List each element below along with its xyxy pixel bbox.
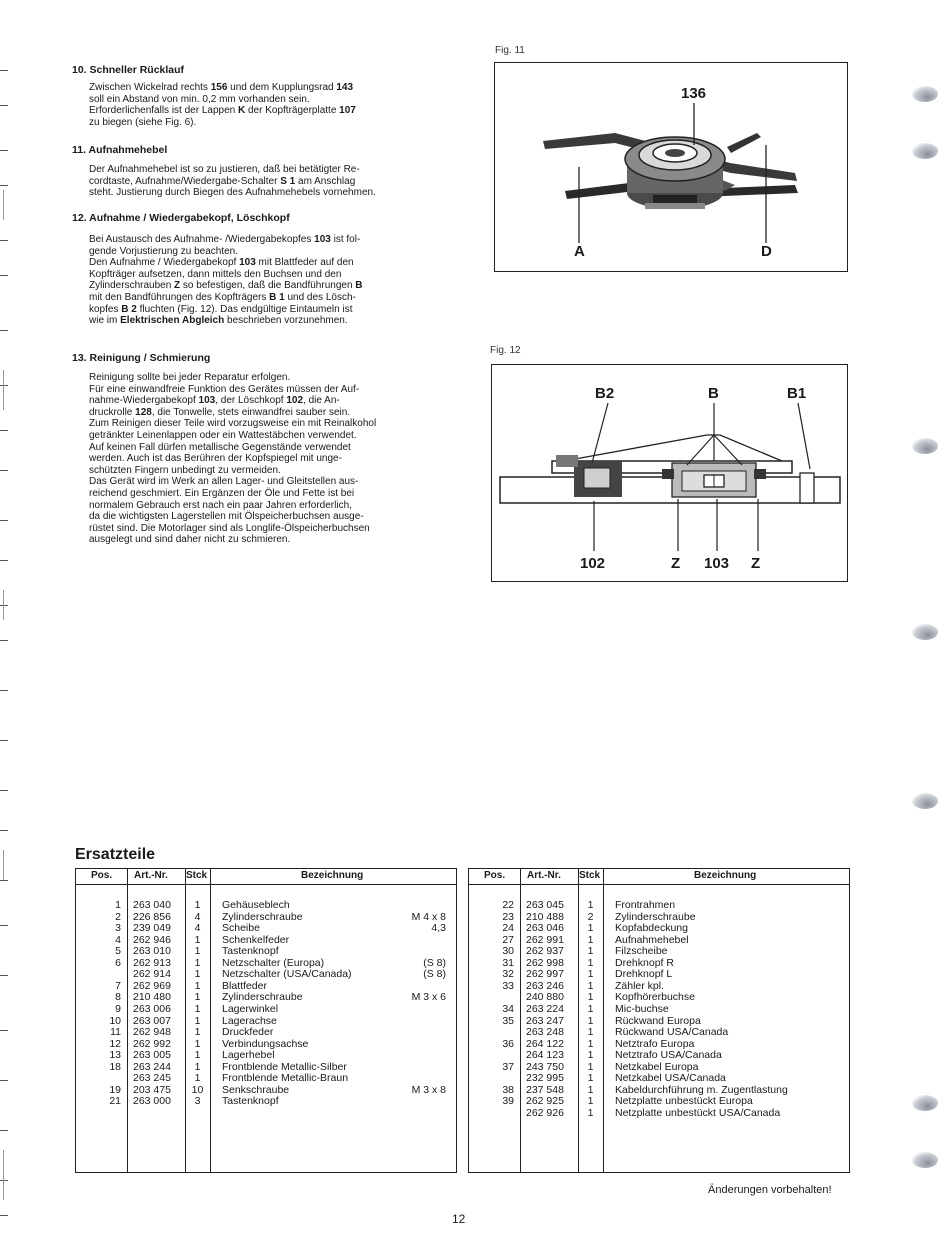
cell-pos: 22 — [502, 899, 514, 911]
punch-hole — [912, 1095, 938, 1111]
cell-desc: Verbindungsachse — [222, 1037, 309, 1050]
table-row — [469, 1107, 849, 1119]
cell-qty: 2 — [587, 910, 594, 923]
body-line: Reinigung sollte bei jeder Reparatur erfolgen. — [89, 372, 291, 383]
table-row — [76, 1061, 456, 1073]
cell-extra: M 3 x 6 — [411, 991, 446, 1004]
body-line: nahme-Wiedergabekopf 103, der Löschkopf 102, die An- — [89, 395, 340, 407]
section-title: 12. Aufnahme / Wiedergabekopf, Löschkopf — [72, 212, 290, 224]
cell-desc: Frontrahmen — [615, 899, 676, 911]
cell-qty: 1 — [587, 922, 594, 935]
cell-desc: Schenkelfeder — [222, 933, 290, 946]
cell-pos: 6 — [115, 956, 121, 969]
cell-art: 210 480 — [133, 991, 171, 1004]
table-row — [469, 980, 849, 992]
cell-desc: Tastenknopf — [222, 1095, 279, 1108]
cell-pos: 1 — [115, 899, 121, 911]
table-row — [76, 945, 456, 957]
body-line: druckrolle 128, die Tonwelle, stets einwandfrei sauber sein. — [89, 406, 351, 418]
table-row — [469, 1026, 849, 1038]
cell-art: 262 992 — [133, 1037, 171, 1050]
table-row — [76, 957, 456, 969]
table-row — [76, 968, 456, 980]
table-row — [76, 1026, 456, 1038]
table-row — [76, 980, 456, 992]
cell-pos: 39 — [502, 1095, 514, 1108]
section-title: 11. Aufnahmehebel — [72, 144, 168, 156]
cell-desc: Kopfhörerbuchse — [615, 991, 695, 1004]
table-row — [76, 1038, 456, 1050]
body-line: Für eine einwandfreie Funktion des Gerätes müssen der Auf- — [89, 383, 360, 395]
figure-label: Fig. 11 — [495, 45, 525, 56]
cell-art: 243 750 — [526, 1060, 564, 1073]
cell-qty: 1 — [194, 1037, 201, 1050]
table-row — [469, 991, 849, 1003]
body-line: Auf keinen Fall dürfen metallische Gegenstände verwendet — [89, 441, 351, 453]
cell-pos: 9 — [115, 1002, 121, 1015]
body-line: ausgelegt und sind daher nicht zu schmieren. — [89, 534, 291, 546]
cell-pos: 23 — [502, 910, 514, 923]
table-row — [469, 899, 849, 911]
body-line: mit den Bandführungen des Kopfträgers B 1 und des Lösch- — [89, 291, 356, 303]
callout-103: 103 — [704, 555, 730, 572]
cell-art: 262 969 — [133, 979, 171, 992]
body-line: reichend geschmiert. Ein Ergänzen der Öle und Fette ist bei — [89, 487, 355, 499]
table-row — [76, 1003, 456, 1015]
cell-qty: 1 — [587, 1037, 594, 1050]
cell-qty: 1 — [587, 899, 594, 911]
punch-hole — [912, 86, 938, 102]
table-header — [76, 869, 456, 885]
cell-art: 262 946 — [133, 933, 171, 946]
cell-pos: 18 — [109, 1060, 121, 1073]
cell-desc: Druckfeder — [222, 1026, 274, 1039]
cell-pos: 36 — [502, 1037, 514, 1050]
cell-pos: 30 — [502, 945, 514, 958]
cell-art: 263 040 — [133, 899, 171, 911]
cell-desc: Lagerhebel — [222, 1049, 275, 1062]
cell-art: 262 991 — [526, 933, 564, 946]
header-art: Art.-Nr. — [134, 870, 168, 881]
cell-art: 210 488 — [526, 910, 564, 923]
cell-desc: Netzschalter (Europa) — [222, 956, 325, 969]
cell-desc: Mic-buchse — [615, 1002, 669, 1015]
cell-art: 262 914 — [133, 968, 171, 981]
body-line: Zum Reinigen dieser Teile wird vorzugsweise ein mit Reinalkohol — [89, 418, 377, 430]
reel-clutch-drawing — [495, 63, 847, 271]
body-line: werden. Auch ist das Berühren der Kopfspiegel mit unge- — [89, 453, 342, 465]
cell-desc: Netztrafo USA/Canada — [615, 1049, 722, 1062]
cell-art: 232 995 — [526, 1072, 564, 1085]
body-line: schützten Fingern unbedingt zu vermeiden. — [89, 464, 281, 476]
cell-desc: Netzschalter (USA/Canada) — [222, 968, 352, 981]
cell-pos: 31 — [502, 956, 514, 969]
table-row — [469, 1049, 849, 1061]
cell-pos: 12 — [109, 1037, 121, 1050]
table-row — [469, 934, 849, 946]
cell-art: 262 925 — [526, 1095, 564, 1108]
cell-qty: 1 — [194, 1049, 201, 1062]
cell-desc: Gehäuseblech — [222, 899, 290, 911]
cell-qty: 1 — [194, 979, 201, 992]
parts-table-left — [75, 868, 457, 1173]
header-qty: Stck — [579, 870, 601, 881]
cell-art: 262 948 — [133, 1026, 171, 1039]
cell-extra: (S 8) — [423, 956, 446, 969]
cell-qty: 1 — [587, 968, 594, 981]
table-row — [469, 1003, 849, 1015]
cell-qty: 1 — [587, 1095, 594, 1108]
cell-qty: 1 — [194, 1072, 201, 1085]
cell-qty: 1 — [587, 1083, 594, 1096]
cell-desc: Frontblende Metallic-Braun — [222, 1072, 349, 1085]
cell-pos: 33 — [502, 979, 514, 992]
cell-art: 237 548 — [526, 1083, 564, 1096]
punch-hole — [912, 438, 938, 454]
cell-desc: Kabeldurchführung m. Zugentlastung — [615, 1083, 788, 1096]
cell-art: 262 937 — [526, 945, 564, 958]
punch-hole — [912, 143, 938, 159]
cell-desc: Senkschraube — [222, 1083, 290, 1096]
table-row — [76, 899, 456, 911]
cell-art: 262 913 — [133, 956, 171, 969]
cell-art: 263 245 — [133, 1072, 171, 1085]
table-row — [76, 1084, 456, 1096]
body-line: gende Vorjustierung zu beachten. — [89, 245, 238, 257]
cell-qty: 1 — [587, 956, 594, 969]
cell-desc: Drehknopf R — [615, 956, 674, 969]
cell-pos: 10 — [109, 1014, 121, 1027]
cell-art: 262 998 — [526, 956, 564, 969]
cell-qty: 1 — [194, 956, 201, 969]
cell-art: 262 997 — [526, 968, 564, 981]
cell-art: 263 010 — [133, 945, 171, 958]
cell-desc: Rückwand Europa — [615, 1014, 701, 1027]
cell-qty: 1 — [587, 1026, 594, 1039]
body-line: Den Aufnahme / Wiedergabekopf 103 mit Blattfeder auf den — [89, 257, 354, 269]
punch-hole — [912, 624, 938, 640]
header-pos: Pos. — [484, 870, 506, 881]
cell-qty: 1 — [194, 933, 201, 946]
table-row — [469, 1084, 849, 1096]
cell-extra: (S 8) — [423, 968, 446, 981]
body-line: steht. Justierung durch Biegen des Aufnahmehebels vornehmen. — [89, 187, 376, 199]
body-line: Das Gerät wird im Werk an allen Lager- und Gleitstellen aus- — [89, 476, 359, 488]
body-line: da die wichtigsten Lagerstellen mit Ölspeicherbuchsen ausge- — [89, 511, 364, 523]
cell-qty: 1 — [587, 945, 594, 958]
cell-pos: 24 — [502, 922, 514, 935]
cell-art: 263 000 — [133, 1095, 171, 1108]
table-row — [76, 934, 456, 946]
cell-qty: 1 — [194, 1026, 201, 1039]
punch-hole — [912, 1152, 938, 1168]
body-line: Zwischen Wickelrad rechts 156 und dem Kupplungsrad 143 — [89, 82, 354, 93]
body-line: Zylinderschrauben Z so befestigen, daß die Bandführungen B — [89, 280, 363, 292]
cell-qty: 4 — [194, 910, 201, 923]
table-row — [469, 922, 849, 934]
body-line: Bei Austausch des Aufnahme- /Wiedergabekopfes 103 ist fol- — [89, 234, 361, 245]
cell-art: 263 006 — [133, 1002, 171, 1015]
header-desc: Bezeichnung — [694, 870, 757, 881]
cell-art: 264 122 — [526, 1037, 564, 1050]
cell-desc: Kopfabdeckung — [615, 922, 688, 935]
cell-extra: 4,3 — [431, 922, 446, 935]
cell-pos: 38 — [502, 1083, 514, 1096]
callout-z: Z — [751, 555, 761, 572]
body-line: cordtaste, Aufnahme/Wiedergabe-Schalter S 1 am Anschlag — [89, 175, 356, 187]
cell-qty: 1 — [587, 1014, 594, 1027]
cell-qty: 1 — [194, 899, 201, 911]
table-row — [469, 945, 849, 957]
header-pos: Pos. — [91, 870, 113, 881]
cell-qty: 1 — [194, 1014, 201, 1027]
cell-qty: 4 — [194, 922, 201, 935]
callout-z: Z — [671, 555, 681, 572]
cell-desc: Scheibe — [222, 922, 260, 935]
table-row — [469, 911, 849, 923]
table-row — [469, 1038, 849, 1050]
figure-12-head-alignment — [491, 364, 848, 582]
figure-11-reel-clutch — [494, 62, 848, 272]
cell-desc: Zähler kpl. — [615, 979, 665, 992]
cell-desc: Netzkabel USA/Canada — [615, 1072, 726, 1085]
body-line: wie im Elektrischen Abgleich beschrieben vorzunehmen. — [89, 315, 348, 327]
cell-art: 239 049 — [133, 922, 171, 935]
cell-art: 263 244 — [133, 1060, 171, 1073]
cell-qty: 1 — [194, 1002, 201, 1015]
cell-desc: Rückwand USA/Canada — [615, 1026, 729, 1039]
body-line: zu biegen (siehe Fig. 6). — [89, 116, 197, 128]
cell-pos: 4 — [115, 933, 121, 946]
cell-qty: 1 — [587, 979, 594, 992]
cell-desc: Drehknopf L — [615, 968, 673, 981]
callout-b1: B1 — [787, 385, 807, 402]
cell-pos: 13 — [109, 1049, 121, 1062]
cell-qty: 1 — [587, 1002, 594, 1015]
table-row — [76, 1072, 456, 1084]
body-line: Kopfträger aufsetzen, dann mittels den Buchsen und den — [89, 268, 342, 280]
cell-pos: 35 — [502, 1014, 514, 1027]
figure-label: Fig. 12 — [490, 345, 521, 356]
cell-desc: Tastenknopf — [222, 945, 279, 958]
cell-qty: 1 — [194, 968, 201, 981]
cell-pos: 27 — [502, 933, 514, 946]
cell-extra: M 3 x 8 — [411, 1083, 446, 1096]
table-row — [76, 911, 456, 923]
section-body — [89, 234, 427, 327]
cell-desc: Frontblende Metallic-Silber — [222, 1060, 347, 1073]
table-row — [469, 1061, 849, 1073]
cell-art: 226 856 — [133, 910, 171, 923]
body-line: Der Aufnahmehebel ist so zu justieren, daß bei betätigter Re- — [89, 164, 360, 175]
cell-pos: 8 — [115, 991, 121, 1004]
callout-a: A — [574, 243, 585, 260]
cell-qty: 10 — [191, 1083, 204, 1096]
header-desc: Bezeichnung — [301, 870, 364, 881]
cell-desc: Zylinderschraube — [222, 910, 303, 923]
table-row — [76, 991, 456, 1003]
header-qty: Stck — [186, 870, 208, 881]
callout-102: 102 — [580, 555, 606, 572]
cell-qty: 1 — [587, 1060, 594, 1073]
parts-table-right — [468, 868, 850, 1173]
header-art: Art.-Nr. — [527, 870, 561, 881]
cell-pos: 3 — [115, 922, 121, 935]
cell-qty: 1 — [194, 991, 201, 1004]
cell-desc: Netzkabel Europa — [615, 1060, 699, 1073]
footnote: Änderungen vorbehalten! — [708, 1184, 832, 1196]
callout-136: 136 — [681, 85, 707, 102]
body-line: kopfes B 2 fluchten (Fig. 12). Das endgültige Eintaumeln ist — [89, 303, 353, 315]
cell-pos: 19 — [109, 1083, 121, 1096]
cell-pos: 37 — [502, 1060, 514, 1073]
cell-art: 263 246 — [526, 979, 564, 992]
section-body — [89, 372, 427, 546]
body-line: rüstet sind. Die Motorlager sind als Longlife-Ölspeicherbuchsen — [89, 522, 370, 534]
section-title: 10. Schneller Rücklauf — [72, 64, 185, 76]
cell-qty: 1 — [587, 991, 594, 1004]
cell-art: 263 247 — [526, 1014, 564, 1027]
table-row — [469, 957, 849, 969]
table-row — [76, 1049, 456, 1061]
cell-desc: Netztrafo Europa — [615, 1037, 695, 1050]
callout-d: D — [761, 243, 772, 260]
table-row — [469, 1015, 849, 1027]
cell-desc: Zylinderschraube — [222, 991, 303, 1004]
cell-art: 263 224 — [526, 1002, 564, 1015]
table-row — [76, 922, 456, 934]
body-line: normalem Gebrauch erst nach ein paar Jahren erforderlich, — [89, 499, 352, 511]
parts-heading: Ersatzteile — [75, 846, 156, 863]
cell-qty: 1 — [194, 945, 201, 958]
cell-qty: 1 — [587, 1106, 594, 1119]
punch-hole — [912, 793, 938, 809]
cell-qty: 3 — [194, 1095, 201, 1108]
cell-art: 263 248 — [526, 1026, 564, 1039]
cell-pos: 2 — [115, 910, 121, 923]
cell-desc: Filzscheibe — [615, 945, 668, 958]
cell-art: 263 005 — [133, 1049, 171, 1062]
cell-art: 263 046 — [526, 922, 564, 935]
cell-pos: 21 — [109, 1095, 121, 1108]
cell-qty: 1 — [587, 933, 594, 946]
cell-pos: 5 — [115, 945, 121, 958]
cell-art: 263 045 — [526, 899, 564, 911]
section-body — [89, 164, 427, 199]
table-row — [76, 1015, 456, 1027]
binder-margin — [0, 0, 14, 1234]
cell-art: 264 123 — [526, 1049, 564, 1062]
cell-pos: 11 — [110, 1026, 121, 1039]
cell-art: 263 007 — [133, 1014, 171, 1027]
cell-pos: 34 — [502, 1002, 514, 1015]
cell-desc: Zylinderschraube — [615, 910, 696, 923]
table-row — [469, 1095, 849, 1107]
table-header — [469, 869, 849, 885]
cell-art: 262 926 — [526, 1106, 564, 1119]
table-row — [469, 1072, 849, 1084]
callout-b: B — [708, 385, 719, 402]
section-title: 13. Reinigung / Schmierung — [72, 352, 211, 364]
cell-desc: Lagerachse — [222, 1014, 277, 1027]
cell-art: 203 475 — [133, 1083, 171, 1096]
table-row — [469, 968, 849, 980]
cell-pos: 7 — [115, 979, 121, 992]
cell-qty: 1 — [587, 1049, 594, 1062]
cell-desc: Aufnahmehebel — [615, 933, 689, 946]
cell-desc: Blattfeder — [222, 979, 267, 992]
cell-pos: 32 — [502, 968, 514, 981]
cell-desc: Lagerwinkel — [222, 1002, 279, 1015]
cell-desc: Netzplatte unbestückt USA/Canada — [615, 1106, 781, 1119]
cell-desc: Netzplatte unbestückt Europa — [615, 1095, 753, 1108]
body-line: Erforderlichenfalls ist der Lappen K der Kopfträgerplatte 107 — [89, 105, 356, 117]
cell-qty: 1 — [587, 1072, 594, 1085]
cell-qty: 1 — [194, 1060, 201, 1073]
cell-extra: M 4 x 8 — [411, 910, 446, 923]
body-line: soll ein Abstand von min. 0,2 mm vorhanden sein. — [89, 93, 310, 105]
section-body — [89, 82, 427, 128]
cell-art: 240 880 — [526, 991, 564, 1004]
callout-b2: B2 — [595, 385, 615, 402]
page-number: 12 — [452, 1212, 466, 1226]
table-row — [76, 1095, 456, 1107]
body-line: getränkter Leinenlappen oder ein Wattestäbchen verwendet. — [89, 429, 357, 441]
